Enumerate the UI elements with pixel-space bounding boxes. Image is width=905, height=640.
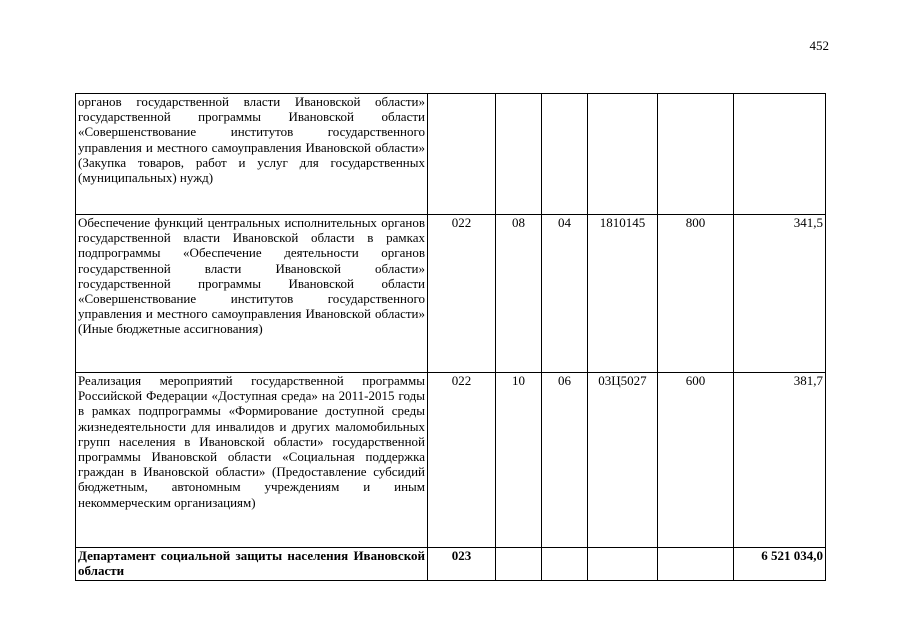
budget-table (75, 93, 826, 581)
subsection-code: 04 (542, 215, 588, 373)
target-code: 03Ц5027 (588, 373, 658, 548)
row-description: органов государственной власти Ивановской области» государственной программы Ивановской области «Совершенствование институтов государственного управления и местного самоуправления Ивановской области» (Закупка товаров, работ и услуг для государственных (муниципальных) нужд) (76, 94, 428, 215)
target-code (588, 548, 658, 581)
target-code: 1810145 (588, 215, 658, 373)
row-description: Обеспечение функций центральных исполнительных органов государственной власти Ивановской области в рамках подпрограммы «Обеспечение деятельности органов государственной власти Ивановской области» государственной программы Ивановской области «Совершенствование институтов государственного управления и местного самоуправления Ивановской области» (Иные бюджетные ассигнования) (76, 215, 428, 373)
section-code (496, 548, 542, 581)
ministry-code (428, 94, 496, 215)
subsection-code (542, 94, 588, 215)
section-code (496, 94, 542, 215)
ministry-code: 023 (428, 548, 496, 581)
subsection-code: 06 (542, 373, 588, 548)
section-code: 10 (496, 373, 542, 548)
table-row (76, 373, 826, 548)
amount: 381,7 (734, 373, 826, 548)
page-number: 452 (809, 38, 829, 53)
ministry-code: 022 (428, 373, 496, 548)
amount (734, 94, 826, 215)
department-name: Департамент социальной защиты населения Ивановской области (76, 548, 428, 581)
total-amount: 6 521 034,0 (734, 548, 826, 581)
amount: 341,5 (734, 215, 826, 373)
row-description: Реализация мероприятий государственной программы Российской Федерации «Доступная среда» на 2011-2015 годы в рамках подпрограммы «Формирование доступной среды жизнедеятельности для инвалидов и других маломобильных групп населения в Ивановской области» государственной программы Ивановской области «Социальная поддержка граждан в Ивановской области» (Предоставление субсидий бюджетным, автономным учреждениям и иным некоммерческим организациям) (76, 373, 428, 548)
total-row (76, 548, 826, 581)
expense-type-code: 600 (658, 373, 734, 548)
expense-type-code (658, 548, 734, 581)
expense-type-code (658, 94, 734, 215)
table-row (76, 94, 826, 215)
target-code (588, 94, 658, 215)
section-code: 08 (496, 215, 542, 373)
table-row (76, 215, 826, 373)
subsection-code (542, 548, 588, 581)
expense-type-code: 800 (658, 215, 734, 373)
ministry-code: 022 (428, 215, 496, 373)
